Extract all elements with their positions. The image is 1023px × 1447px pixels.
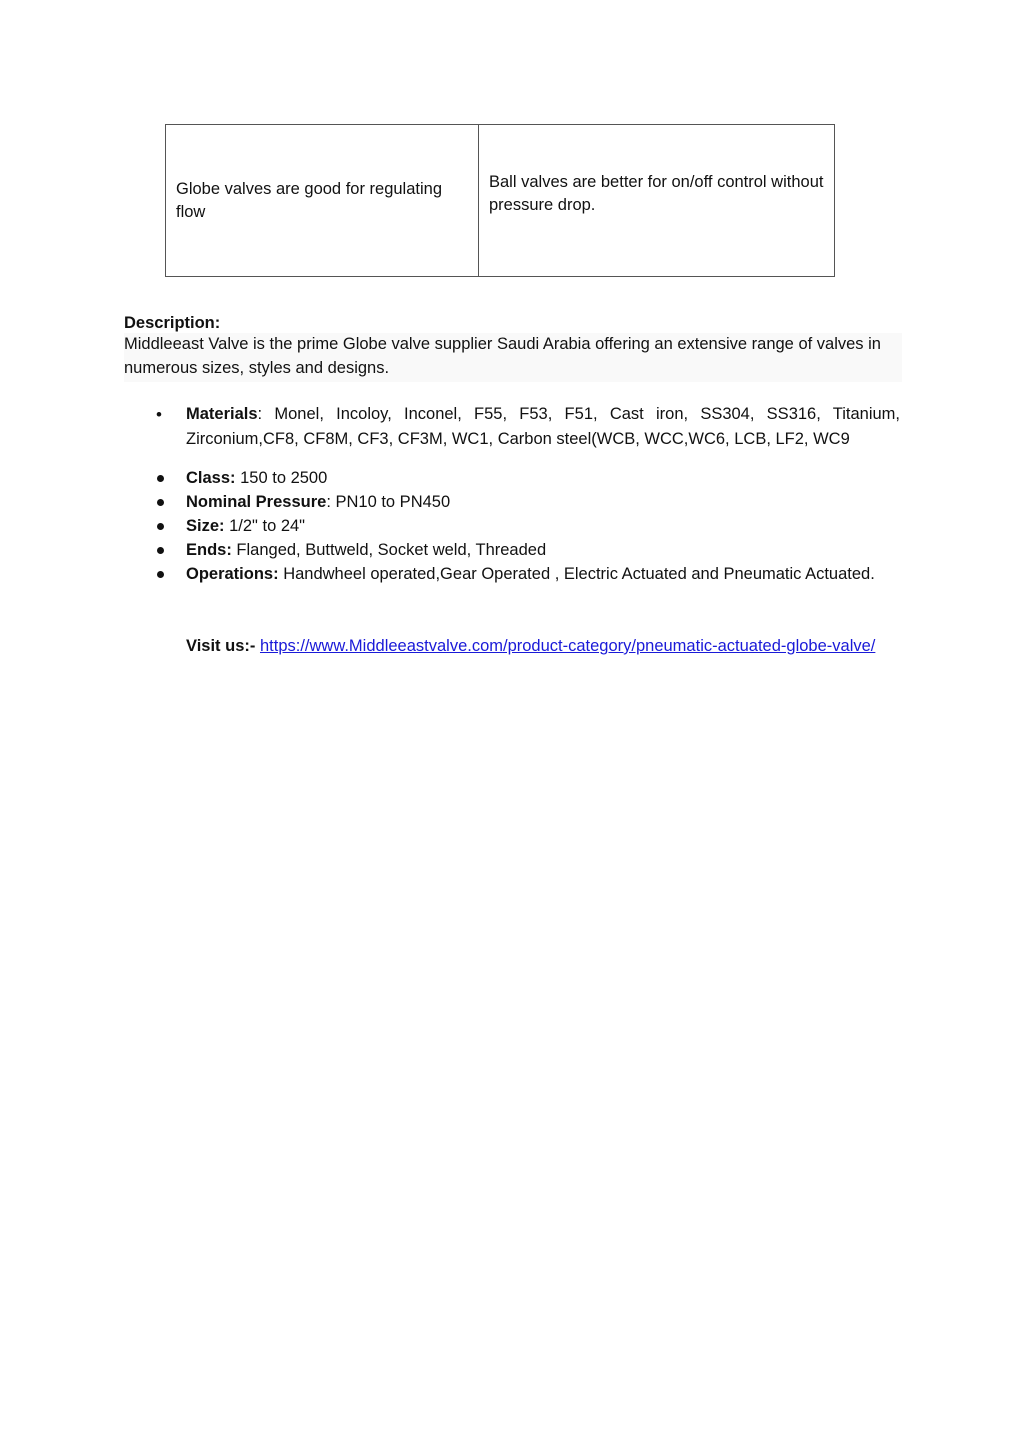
materials-label: Materials [186, 405, 258, 423]
list-item [156, 490, 876, 514]
table-row [166, 125, 835, 277]
spec-value-pressure: : PN10 to PN450 [326, 493, 451, 511]
list-item [156, 514, 876, 538]
comparison-table [165, 124, 835, 277]
table-cell-ball: Ball valves are better for on/off control without pressure drop. [479, 125, 835, 277]
bullet-icon [157, 475, 164, 482]
spec-value-class: 150 to 2500 [235, 469, 328, 487]
description-heading: Description: [124, 314, 221, 332]
spec-value-operations: Handwheel operated,Gear Operated , Electric Actuated and Pneumatic Actuated. [278, 565, 875, 583]
spec-label-size: Size: [186, 517, 225, 535]
materials-value: Monel, Incoloy, Inconel, F55, F53, F51, Cast iron, SS304, SS316, Titanium, Zirconium,CF8, CF8M, CF3, CF3M, WC1, Carbon steel(WCB, WCC,WC6, LCB, LF2, WC9 [186, 405, 900, 448]
spec-label-ends: Ends: [186, 541, 232, 559]
spec-value-ends: Flanged, Buttweld, Socket weld, Threaded [231, 541, 547, 559]
list-item [156, 538, 876, 562]
table-cell-globe: Globe valves are good for regulating flow [166, 125, 479, 277]
description-body: Middleeast Valve is the prime Globe valve supplier Saudi Arabia offering an extensive range of valves in numerous sizes, styles and designs. [124, 333, 902, 382]
visit-label: Visit us:- [186, 637, 256, 655]
spec-value-size: 1/2" to 24" [224, 517, 306, 535]
list-item [156, 562, 876, 586]
list-item [156, 466, 876, 490]
bullet-icon [157, 499, 164, 506]
materials-item [156, 402, 900, 452]
materials-separator: : [257, 405, 263, 423]
visit-us [186, 634, 896, 659]
bullet-icon [157, 523, 164, 530]
spec-list [156, 466, 876, 586]
spec-label-class: Class: [186, 469, 236, 487]
bullet-icon: • [156, 405, 162, 424]
materials-text [186, 402, 900, 452]
spec-label-pressure: Nominal Pressure [186, 493, 327, 511]
bullet-icon [157, 547, 164, 554]
bullet-icon [157, 571, 164, 578]
product-link[interactable]: https://www.Middleeastvalve.com/product-category/pneumatic-actuated-globe-valve/ [259, 637, 876, 655]
spec-label-operations: Operations: [186, 565, 279, 583]
